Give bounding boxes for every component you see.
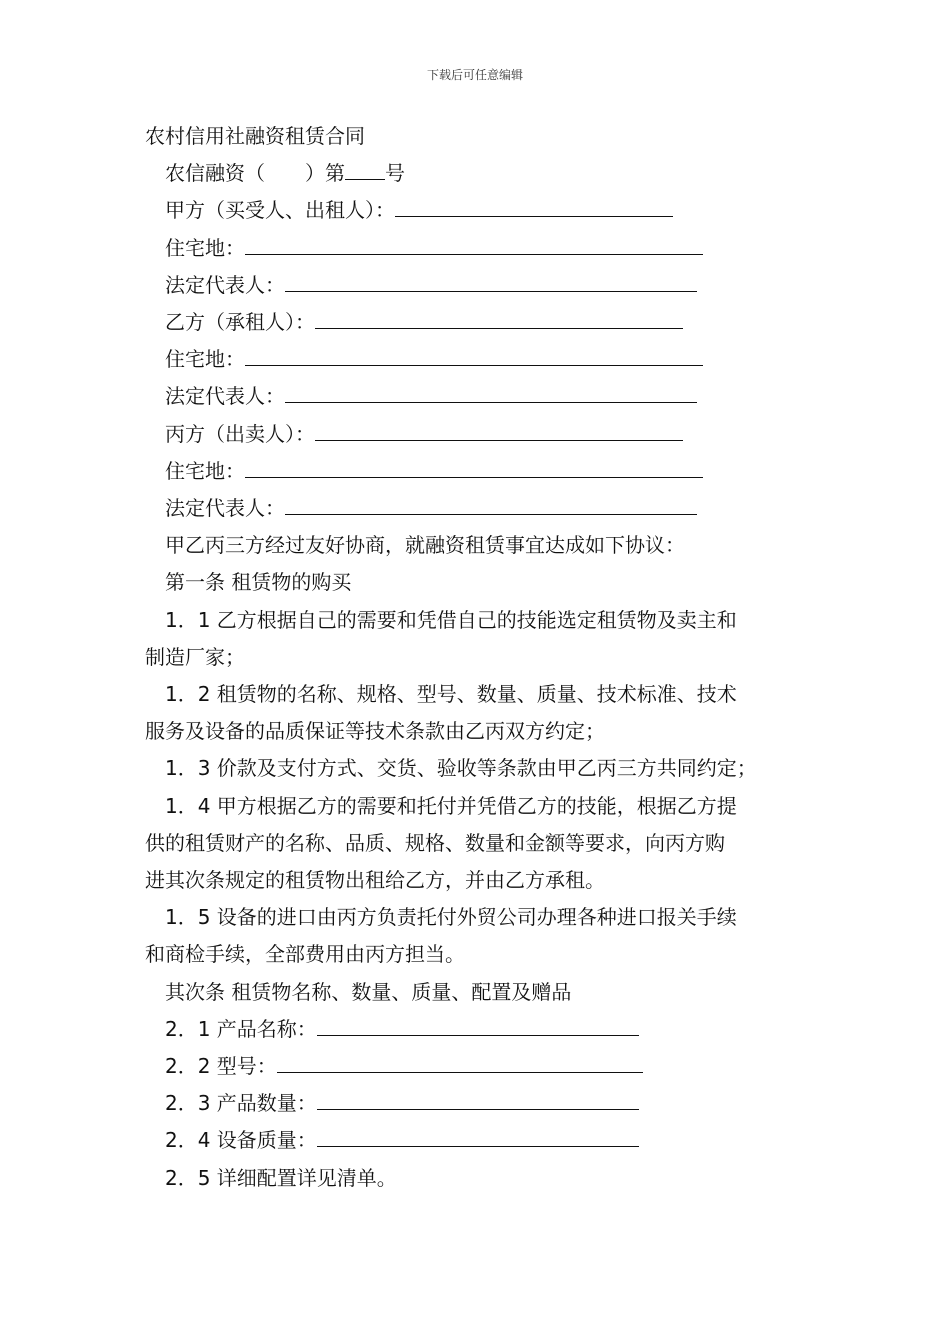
party-c-label: 丙方（出卖人）： — [165, 421, 315, 446]
party-a-address-label: 住宅地： — [165, 235, 245, 260]
contract-title: 农村信用社融资租赁合同 — [145, 124, 365, 148]
equipment-quality-blank[interactable] — [317, 1122, 639, 1147]
clause-1-3-line-1: 1．3 价款及支付方式、交货、验收等条款由甲乙丙三方共同约定； — [165, 756, 757, 781]
clause-2-1-line — [145, 1011, 810, 1048]
clause-2-1-label: 2．1 产品名称： — [165, 1016, 317, 1041]
clause-1-5-line-2: 和商检手续，全部费用由丙方担当。 — [145, 942, 465, 967]
product-quantity-blank[interactable] — [317, 1085, 639, 1110]
clause-1-5-line-1: 1．5 设备的进口由丙方负责托付外贸公司办理各种进口报关手续 — [165, 905, 737, 930]
party-a-blank[interactable] — [395, 192, 673, 217]
party-b-line — [145, 304, 810, 341]
party-a-label: 甲方（买受人、出租人）： — [165, 198, 395, 223]
clause-2-3-line — [145, 1085, 810, 1122]
party-c-line — [145, 416, 810, 453]
clause-1-2-line-1: 1．2 租赁物的名称、规格、型号、数量、质量、技术标准、技术 — [165, 682, 737, 707]
page-header-note: 下载后可任意编辑 — [426, 68, 523, 82]
clause-1-1-line-2: 制造厂家； — [145, 644, 245, 669]
clause-1-4-line-2: 供的租赁财产的名称、品质、规格、数量和金额等要求，向丙方购 — [145, 830, 725, 855]
model-blank[interactable] — [277, 1048, 643, 1073]
party-a-rep-line — [145, 267, 810, 304]
intro-text: 甲乙丙三方经过友好协商，就融资租赁事宜达成如下协议： — [165, 533, 685, 558]
party-c-rep-line — [145, 490, 810, 527]
party-c-rep-blank[interactable] — [285, 490, 697, 515]
clause-2-2-line — [145, 1048, 810, 1085]
clause-2-4-line — [145, 1122, 810, 1159]
party-a-rep-blank[interactable] — [285, 267, 697, 292]
clause-1-2-line-2: 服务及设备的品质保证等技术条款由乙丙双方约定； — [145, 719, 605, 744]
clause-2-3-label: 2．3 产品数量： — [165, 1091, 317, 1116]
party-b-rep-blank[interactable] — [285, 378, 697, 403]
clause-2-5-line: 2．5 详细配置详见清单。 — [165, 1165, 397, 1190]
clause-2-4-label: 2．4 设备质量： — [165, 1128, 317, 1153]
contract-number-prefix: 农信融资（ ）第 — [165, 161, 345, 186]
party-b-rep-line — [145, 378, 810, 415]
party-c-address-blank[interactable] — [245, 453, 703, 478]
party-c-rep-label: 法定代表人： — [165, 496, 285, 521]
clause-1-4-line-1: 1．4 甲方根据乙方的需要和托付并凭借乙方的技能，根据乙方提 — [165, 793, 737, 818]
party-b-blank[interactable] — [315, 304, 683, 329]
party-a-address-blank[interactable] — [245, 230, 703, 255]
party-a-address-line — [145, 230, 810, 267]
product-name-blank[interactable] — [317, 1011, 639, 1036]
contract-number-blank[interactable] — [345, 155, 385, 180]
article-1-title: 第一条 租赁物的购买 — [165, 570, 352, 595]
clause-2-2-label: 2．2 型号： — [165, 1054, 277, 1079]
party-b-address-line — [145, 341, 810, 378]
party-a-line — [145, 192, 810, 229]
contract-number-line — [145, 155, 810, 192]
party-b-address-label: 住宅地： — [165, 347, 245, 372]
party-c-blank[interactable] — [315, 416, 683, 441]
contract-document — [145, 118, 810, 1197]
party-b-address-blank[interactable] — [245, 341, 703, 366]
clause-1-1-line-1: 1．1 乙方根据自己的需要和凭借自己的技能选定租赁物及卖主和 — [165, 607, 737, 632]
party-b-label: 乙方（承租人）： — [165, 310, 315, 335]
contract-number-suffix: 号 — [385, 161, 405, 186]
clause-1-4-line-3: 进其次条规定的租赁物出租给乙方，并由乙方承租。 — [145, 868, 605, 893]
article-2-title: 其次条 租赁物名称、数量、质量、配置及赠品 — [165, 979, 572, 1004]
party-c-address-label: 住宅地： — [165, 458, 245, 483]
party-a-rep-label: 法定代表人： — [165, 272, 285, 297]
party-c-address-line — [145, 453, 810, 490]
party-b-rep-label: 法定代表人： — [165, 384, 285, 409]
